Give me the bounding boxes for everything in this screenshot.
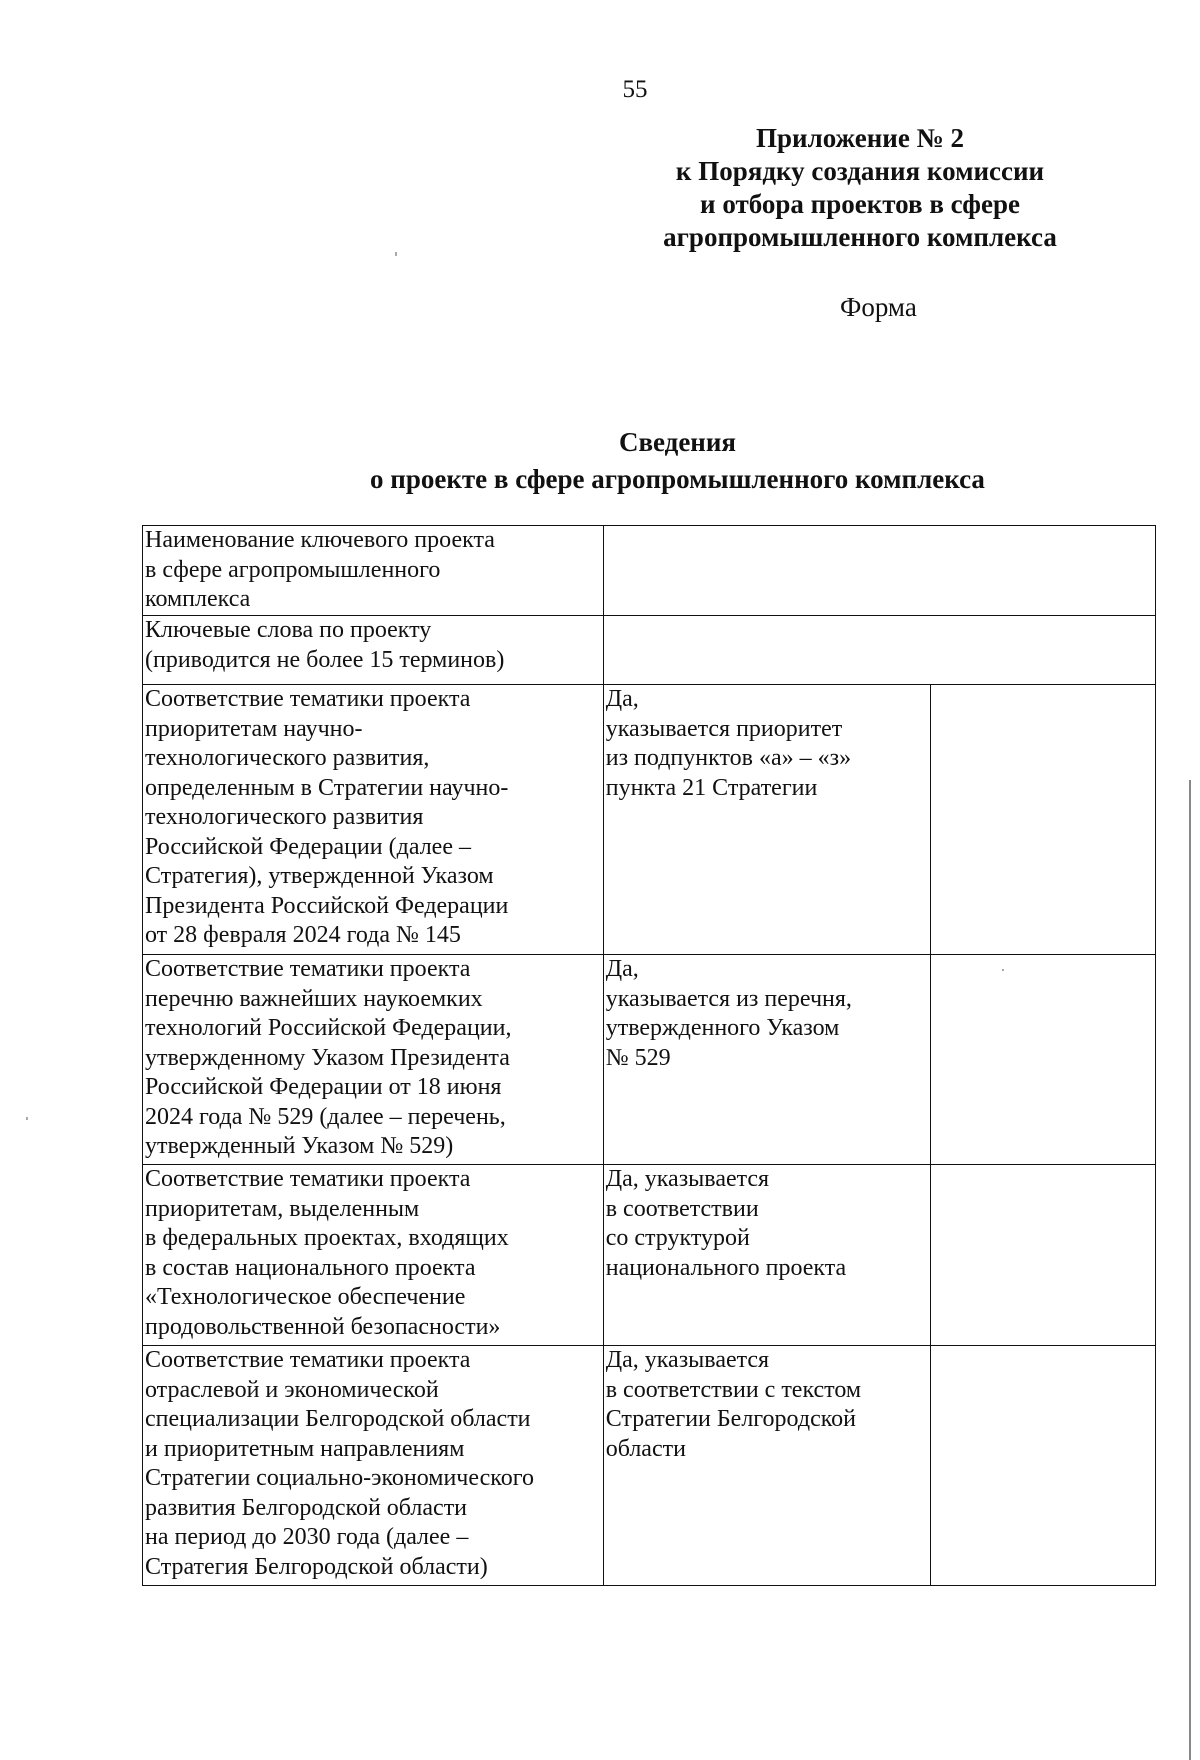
form-label: Форма xyxy=(840,292,917,322)
table-row xyxy=(143,1346,1156,1586)
row-extra-cell[interactable] xyxy=(930,955,1155,1165)
page-number: 55 xyxy=(622,76,648,103)
scan-speck xyxy=(1002,969,1004,971)
row-extra-cell[interactable] xyxy=(930,685,1155,955)
row-answer-cell xyxy=(603,1346,930,1586)
row-answer-cell xyxy=(603,685,930,955)
row-value-cell[interactable] xyxy=(603,526,1155,616)
title-line: о проекте в сфере агропромышленного комплекса xyxy=(370,464,985,494)
scan-speck xyxy=(26,1117,28,1120)
project-info-table xyxy=(142,525,1156,1586)
row-label: Наименование ключевого проекта в сфере агропромышленного комплекса xyxy=(145,527,495,612)
row-label: Соответствие тематики проекта приоритетам научно- технологического развития, определенным в Стратегии научно- технологического развития Российской Федерации (далее – Стратегия), утвержденной Указом Президента Российской Федерации от 28 февраля 2024 года № 145 xyxy=(145,686,509,948)
row-extra-cell[interactable] xyxy=(930,1346,1155,1586)
table-row xyxy=(143,526,1156,616)
row-answer: Да, указывается из перечня, утвержденного Указом № 529 xyxy=(605,956,852,1071)
row-answer-cell xyxy=(603,955,930,1165)
row-label-cell xyxy=(143,685,604,955)
row-label-cell xyxy=(143,955,604,1165)
row-label: Ключевые слова по проекту (приводится не более 15 терминов) xyxy=(145,617,505,673)
table-row xyxy=(143,616,1156,685)
row-answer: Да, указывается приоритет из подпунктов «а» – «з» пункта 21 Стратегии xyxy=(605,686,852,801)
row-answer: Да, указывается в соответствии с текстом Стратегии Белгородской области xyxy=(605,1347,862,1462)
row-answer: Да, указывается в соответствии со структурой национального проекта xyxy=(605,1166,847,1281)
appendix-line: и отбора проектов в сфере xyxy=(700,189,1020,219)
row-label-cell xyxy=(143,526,604,616)
row-value-cell[interactable] xyxy=(603,616,1155,685)
appendix-line: агропромышленного комплекса xyxy=(663,222,1057,252)
appendix-line: Приложение № 2 xyxy=(756,123,964,153)
row-label-cell xyxy=(143,616,604,685)
row-extra-cell[interactable] xyxy=(930,1165,1155,1346)
table-row xyxy=(143,955,1156,1165)
appendix-line: к Порядку создания комиссии xyxy=(675,156,1045,186)
scan-edge-line xyxy=(1189,780,1191,1760)
appendix-header xyxy=(610,122,1110,254)
title-line: Сведения xyxy=(618,427,737,457)
row-label: Соответствие тематики проекта приоритетам, выделенным в федеральных проектах, входящих в состав национального проекта «Технологическое обеспечение продовольственной безопасности» xyxy=(145,1166,509,1340)
row-answer-cell xyxy=(603,1165,930,1346)
table-row xyxy=(143,1165,1156,1346)
row-label-cell xyxy=(143,1165,604,1346)
table-row xyxy=(143,685,1156,955)
scan-speck xyxy=(395,252,397,256)
row-label-cell xyxy=(143,1346,604,1586)
row-label: Соответствие тематики проекта перечню важнейших наукоемких технологий Российской Федерации, утвержденному Указом Президента Российской Федерации от 18 июня 2024 года № 529 (далее – перечень, утвержденный Указом № 529) xyxy=(145,956,512,1159)
document-title xyxy=(140,424,1200,498)
row-label: Соответствие тематики проекта отраслевой и экономической специализации Белгородской области и приоритетным направлениям Стратегии социально-экономического развития Белгородской области на период до 2030 года (далее – Стратегия Белгородской области) xyxy=(145,1347,534,1580)
